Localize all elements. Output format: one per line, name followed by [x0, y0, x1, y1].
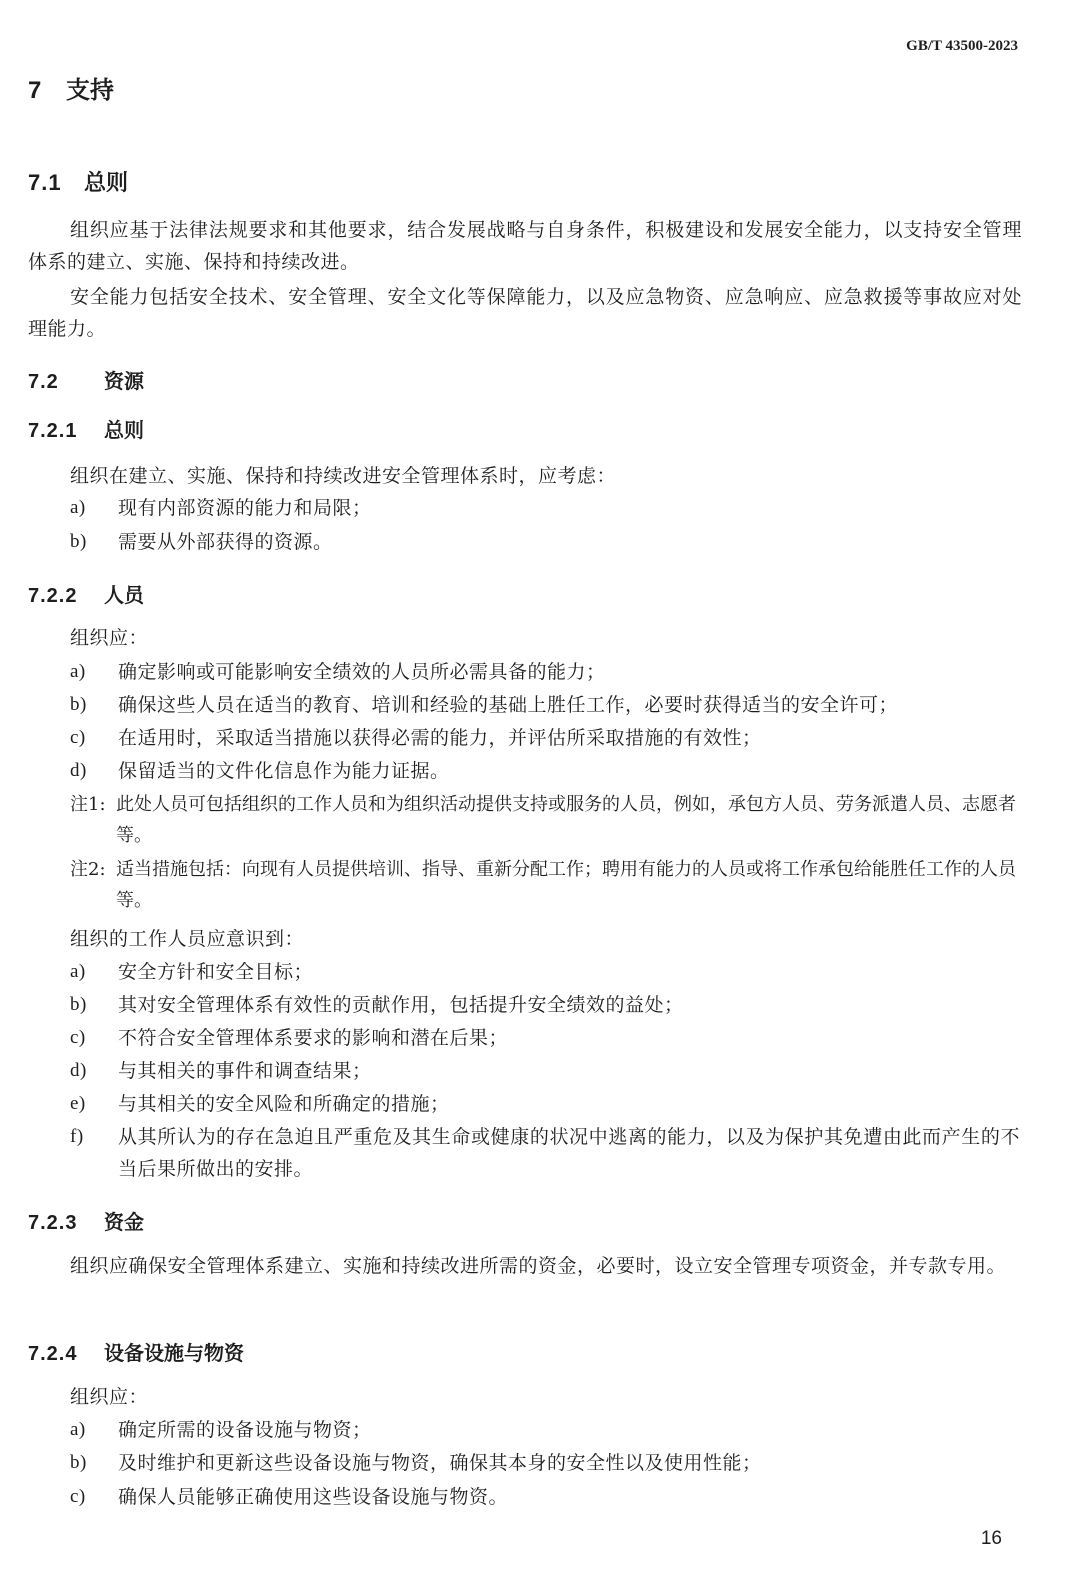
section-heading-7-2-3	[28, 1206, 144, 1235]
section-number: 7.2.1	[28, 420, 78, 442]
section-title: 资金	[104, 1210, 144, 1234]
list-marker: a)	[70, 661, 86, 682]
intro-line: 组织的工作人员应意识到：	[70, 928, 305, 950]
list-marker: d)	[70, 760, 87, 781]
list-item	[70, 1088, 1020, 1120]
list-marker: b)	[70, 694, 87, 715]
list-text: 与其相关的事件和调查结果；	[118, 1060, 372, 1082]
list-marker: a)	[70, 961, 86, 982]
note	[70, 789, 1020, 851]
list-text: 其对安全管理体系有效性的贡献作用，包括提升安全绩效的益处；	[118, 994, 684, 1016]
list-text: 从其所认为的存在急迫且严重危及其生命或健康的状况中逃离的能力，以及为保护其免遭由此而产生的不当后果所做出的安排。	[118, 1126, 1020, 1180]
section-title: 总则	[84, 171, 129, 196]
list-marker: e)	[70, 1093, 86, 1114]
intro-line: 组织应：	[70, 627, 149, 649]
list-text: 需要从外部获得的资源。	[118, 531, 333, 553]
list-item	[70, 1447, 1020, 1479]
list-item	[70, 526, 1020, 558]
list-item	[70, 1481, 1020, 1513]
list-text: 安全方针和安全目标；	[118, 961, 314, 983]
document-code: GB/T 43500-2023	[906, 38, 1018, 54]
paragraph: 组织应基于法律法规要求和其他要求，结合发展战略与自身条件，积极建设和发展安全能力，以支持安全管理体系的建立、实施、保持和持续改进。	[28, 219, 1022, 273]
section-title: 人员	[104, 583, 144, 607]
list-item	[70, 956, 1020, 988]
list-marker: b)	[70, 1452, 87, 1473]
page-number: 16	[980, 1528, 1002, 1549]
list-item	[70, 1414, 1020, 1446]
list-text: 确保人员能够正确使用这些设备设施与物资。	[118, 1486, 509, 1508]
list-text: 与其相关的安全风险和所确定的措施；	[118, 1093, 450, 1115]
list-text: 在适用时，采取适当措施以获得必需的能力，并评估所采取措施的有效性；	[118, 727, 762, 749]
list-marker: c)	[70, 1027, 86, 1048]
list-marker: c)	[70, 1486, 86, 1507]
list-text: 及时维护和更新这些设备设施与物资，确保其本身的安全性以及使用性能；	[118, 1452, 762, 1474]
note-marker: 注2:	[70, 859, 106, 880]
note-text: 此处人员可包括组织的工作人员和为组织活动提供支持或服务的人员，例如，承包方人员、劳务派遣人员、志愿者等。	[116, 794, 1016, 846]
section-number: 7.1	[28, 170, 62, 195]
list-item	[70, 1055, 1020, 1087]
section-number: 7.2.2	[28, 585, 78, 607]
section-heading-7-2-4	[28, 1337, 244, 1366]
chapter-number: 7	[28, 77, 43, 104]
list-marker: b)	[70, 531, 87, 552]
list-marker: c)	[70, 727, 86, 748]
list-item	[70, 1121, 1020, 1185]
note	[70, 854, 1020, 916]
list-text: 确定所需的设备设施与物资；	[118, 1419, 372, 1441]
list-marker: d)	[70, 1060, 87, 1081]
section-heading-7-2-1	[28, 414, 144, 443]
section-number: 7.2.3	[28, 1212, 78, 1234]
list-item	[70, 722, 1020, 754]
section-number: 7.2	[28, 371, 59, 393]
list-item	[70, 989, 1020, 1021]
list-marker: b)	[70, 994, 87, 1015]
section-title: 总则	[104, 418, 144, 442]
list-text: 不符合安全管理体系要求的影响和潜在后果；	[118, 1027, 509, 1049]
note-marker: 注1:	[70, 794, 106, 815]
list-marker: a)	[70, 497, 86, 518]
list-text: 确定影响或可能影响安全绩效的人员所必需具备的能力；	[118, 661, 606, 683]
list-item	[70, 492, 1020, 524]
paragraph: 安全能力包括安全技术、安全管理、安全文化等保障能力，以及应急物资、应急响应、应急救援等事故应对处理能力。	[28, 286, 1022, 340]
list-marker: f)	[70, 1126, 84, 1147]
section-heading-7-2	[28, 365, 144, 394]
list-marker: a)	[70, 1419, 86, 1440]
list-text: 现有内部资源的能力和局限；	[118, 497, 372, 519]
list-text: 确保这些人员在适当的教育、培训和经验的基础上胜任工作，必要时获得适当的安全许可；	[118, 694, 899, 716]
section-title: 资源	[104, 369, 144, 393]
intro-line: 组织应：	[70, 1386, 149, 1408]
list-item	[70, 755, 1020, 787]
section-title: 设备设施与物资	[104, 1341, 244, 1365]
chapter-heading	[28, 70, 114, 105]
section-number: 7.2.4	[28, 1343, 78, 1365]
intro-line: 组织在建立、实施、保持和持续改进安全管理体系时，应考虑：	[70, 465, 617, 487]
chapter-title: 支持	[66, 76, 114, 104]
note-text: 适当措施包括：向现有人员提供培训、指导、重新分配工作；聘用有能力的人员或将工作承包给能胜任工作的人员等。	[116, 859, 1016, 911]
list-item	[70, 656, 1020, 688]
list-item	[70, 689, 1020, 721]
list-text: 保留适当的文件化信息作为能力证据。	[118, 760, 450, 782]
section-heading-7-2-2	[28, 579, 144, 608]
list-item	[70, 1022, 1020, 1054]
section-heading-7-1	[28, 166, 128, 197]
paragraph: 组织应确保安全管理体系建立、实施和持续改进所需的资金，必要时，设立安全管理专项资金，并专款专用。	[70, 1255, 1007, 1277]
